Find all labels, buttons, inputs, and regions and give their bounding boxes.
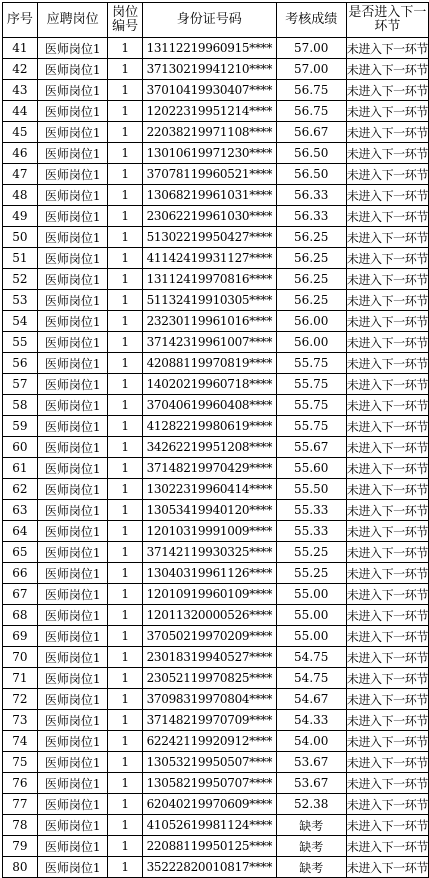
status-cell: 未进入下一环节 [346, 710, 428, 731]
post-cell: 医师岗位1 [37, 521, 108, 542]
post-cell: 医师岗位1 [37, 311, 108, 332]
seq-cell: 46 [3, 143, 38, 164]
post-cell: 医师岗位1 [37, 815, 108, 836]
post-code-cell: 1 [108, 500, 143, 521]
id-number-cell: 13068219961031**** [142, 185, 276, 206]
post-code-cell: 1 [108, 542, 143, 563]
id-number-cell: 12010919960109**** [142, 584, 276, 605]
id-number-cell: 23230119961016**** [142, 311, 276, 332]
post-cell: 医师岗位1 [37, 773, 108, 794]
id-number-cell: 22088119950125**** [142, 836, 276, 857]
score-cell: 56.00 [276, 311, 346, 332]
score-cell: 54.33 [276, 710, 346, 731]
id-number-cell: 23062219961030**** [142, 206, 276, 227]
seq-cell: 70 [3, 647, 38, 668]
table-row [3, 668, 429, 689]
table-row [3, 437, 429, 458]
seq-cell: 66 [3, 563, 38, 584]
score-cell: 55.00 [276, 605, 346, 626]
status-cell: 未进入下一环节 [346, 311, 428, 332]
post-code-cell: 1 [108, 563, 143, 584]
status-cell: 未进入下一环节 [346, 59, 428, 80]
header-score: 考核成绩 [276, 3, 346, 38]
table-row [3, 269, 429, 290]
score-cell: 56.67 [276, 122, 346, 143]
results-table [2, 2, 429, 878]
post-cell: 医师岗位1 [37, 80, 108, 101]
table-row [3, 563, 429, 584]
post-cell: 医师岗位1 [37, 794, 108, 815]
post-code-cell: 1 [108, 227, 143, 248]
seq-cell: 53 [3, 290, 38, 311]
seq-cell: 64 [3, 521, 38, 542]
seq-cell: 59 [3, 416, 38, 437]
post-code-cell: 1 [108, 38, 143, 59]
status-cell: 未进入下一环节 [346, 80, 428, 101]
table-row [3, 206, 429, 227]
status-cell: 未进入下一环节 [346, 626, 428, 647]
header-id-number: 身份证号码 [142, 3, 276, 38]
status-cell: 未进入下一环节 [346, 143, 428, 164]
seq-cell: 76 [3, 773, 38, 794]
post-code-cell: 1 [108, 185, 143, 206]
seq-cell: 57 [3, 374, 38, 395]
seq-cell: 65 [3, 542, 38, 563]
score-cell: 57.00 [276, 38, 346, 59]
post-code-cell: 1 [108, 857, 143, 878]
header-post-code: 岗位编号 [108, 3, 143, 38]
table-row [3, 185, 429, 206]
seq-cell: 42 [3, 59, 38, 80]
id-number-cell: 13040319961126**** [142, 563, 276, 584]
table-row [3, 647, 429, 668]
post-cell: 医师岗位1 [37, 353, 108, 374]
post-cell: 医师岗位1 [37, 479, 108, 500]
id-number-cell: 62242119920912**** [142, 731, 276, 752]
post-cell: 医师岗位1 [37, 689, 108, 710]
post-code-cell: 1 [108, 521, 143, 542]
table-row [3, 626, 429, 647]
score-cell: 55.50 [276, 479, 346, 500]
post-cell: 医师岗位1 [37, 185, 108, 206]
post-code-cell: 1 [108, 731, 143, 752]
seq-cell: 67 [3, 584, 38, 605]
table-row [3, 773, 429, 794]
post-code-cell: 1 [108, 416, 143, 437]
seq-cell: 79 [3, 836, 38, 857]
id-number-cell: 35222820010817**** [142, 857, 276, 878]
id-number-cell: 42088119970819**** [142, 353, 276, 374]
post-code-cell: 1 [108, 248, 143, 269]
table-row [3, 794, 429, 815]
post-cell: 医师岗位1 [37, 122, 108, 143]
table-row [3, 479, 429, 500]
seq-cell: 61 [3, 458, 38, 479]
seq-cell: 51 [3, 248, 38, 269]
status-cell: 未进入下一环节 [346, 437, 428, 458]
post-code-cell: 1 [108, 437, 143, 458]
status-cell: 未进入下一环节 [346, 647, 428, 668]
status-cell: 未进入下一环节 [346, 542, 428, 563]
table-row [3, 80, 429, 101]
post-cell: 医师岗位1 [37, 290, 108, 311]
table-row [3, 395, 429, 416]
seq-cell: 74 [3, 731, 38, 752]
id-number-cell: 62040219970609**** [142, 794, 276, 815]
table-row [3, 542, 429, 563]
id-number-cell: 37040619960408**** [142, 395, 276, 416]
seq-cell: 52 [3, 269, 38, 290]
post-code-cell: 1 [108, 626, 143, 647]
table-row [3, 815, 429, 836]
id-number-cell: 37010419930407**** [142, 80, 276, 101]
header-post: 应聘岗位 [37, 3, 108, 38]
id-number-cell: 13112219960915**** [142, 38, 276, 59]
score-cell: 55.75 [276, 353, 346, 374]
post-cell: 医师岗位1 [37, 332, 108, 353]
seq-cell: 72 [3, 689, 38, 710]
status-cell: 未进入下一环节 [346, 794, 428, 815]
status-cell: 未进入下一环节 [346, 668, 428, 689]
id-number-cell: 13112419970816**** [142, 269, 276, 290]
status-cell: 未进入下一环节 [346, 164, 428, 185]
id-number-cell: 13022319960414**** [142, 479, 276, 500]
post-code-cell: 1 [108, 290, 143, 311]
id-number-cell: 23052119970825**** [142, 668, 276, 689]
post-code-cell: 1 [108, 269, 143, 290]
score-cell: 55.33 [276, 521, 346, 542]
post-cell: 医师岗位1 [37, 563, 108, 584]
score-cell: 55.67 [276, 437, 346, 458]
seq-cell: 71 [3, 668, 38, 689]
post-cell: 医师岗位1 [37, 374, 108, 395]
seq-cell: 69 [3, 626, 38, 647]
post-cell: 医师岗位1 [37, 59, 108, 80]
post-code-cell: 1 [108, 311, 143, 332]
post-cell: 医师岗位1 [37, 626, 108, 647]
post-code-cell: 1 [108, 836, 143, 857]
table-row [3, 311, 429, 332]
status-cell: 未进入下一环节 [346, 185, 428, 206]
table-row [3, 143, 429, 164]
post-code-cell: 1 [108, 143, 143, 164]
post-code-cell: 1 [108, 164, 143, 185]
seq-cell: 45 [3, 122, 38, 143]
score-cell: 55.00 [276, 584, 346, 605]
status-cell: 未进入下一环节 [346, 269, 428, 290]
table-row [3, 458, 429, 479]
table-row [3, 374, 429, 395]
seq-cell: 73 [3, 710, 38, 731]
post-code-cell: 1 [108, 584, 143, 605]
score-cell: 56.25 [276, 227, 346, 248]
id-number-cell: 41142419931127**** [142, 248, 276, 269]
seq-cell: 55 [3, 332, 38, 353]
id-number-cell: 13053419940120**** [142, 500, 276, 521]
post-cell: 医师岗位1 [37, 647, 108, 668]
status-cell: 未进入下一环节 [346, 563, 428, 584]
id-number-cell: 22038219971108**** [142, 122, 276, 143]
status-cell: 未进入下一环节 [346, 206, 428, 227]
score-cell: 55.60 [276, 458, 346, 479]
score-cell: 55.75 [276, 416, 346, 437]
id-number-cell: 37098319970804**** [142, 689, 276, 710]
status-cell: 未进入下一环节 [346, 731, 428, 752]
id-number-cell: 12011320000526**** [142, 605, 276, 626]
id-number-cell: 37148219970709**** [142, 710, 276, 731]
seq-cell: 54 [3, 311, 38, 332]
post-code-cell: 1 [108, 689, 143, 710]
status-cell: 未进入下一环节 [346, 857, 428, 878]
score-cell: 53.67 [276, 773, 346, 794]
score-cell: 52.38 [276, 794, 346, 815]
score-cell: 56.75 [276, 101, 346, 122]
post-cell: 医师岗位1 [37, 227, 108, 248]
table-header [3, 3, 429, 38]
id-number-cell: 51302219950427**** [142, 227, 276, 248]
status-cell: 未进入下一环节 [346, 605, 428, 626]
post-cell: 医师岗位1 [37, 101, 108, 122]
post-cell: 医师岗位1 [37, 416, 108, 437]
seq-cell: 78 [3, 815, 38, 836]
post-code-cell: 1 [108, 794, 143, 815]
post-cell: 医师岗位1 [37, 605, 108, 626]
score-cell: 56.50 [276, 164, 346, 185]
id-number-cell: 12010319991009**** [142, 521, 276, 542]
post-code-cell: 1 [108, 101, 143, 122]
id-number-cell: 51132419910305**** [142, 290, 276, 311]
table-row [3, 248, 429, 269]
table-row [3, 857, 429, 878]
post-code-cell: 1 [108, 374, 143, 395]
post-cell: 医师岗位1 [37, 395, 108, 416]
post-code-cell: 1 [108, 458, 143, 479]
post-cell: 医师岗位1 [37, 143, 108, 164]
table-row [3, 59, 429, 80]
post-code-cell: 1 [108, 332, 143, 353]
post-code-cell: 1 [108, 668, 143, 689]
post-code-cell: 1 [108, 122, 143, 143]
post-code-cell: 1 [108, 206, 143, 227]
post-cell: 医师岗位1 [37, 752, 108, 773]
header-seq: 序号 [3, 3, 38, 38]
seq-cell: 68 [3, 605, 38, 626]
score-cell: 缺考 [276, 815, 346, 836]
post-cell: 医师岗位1 [37, 731, 108, 752]
status-cell: 未进入下一环节 [346, 752, 428, 773]
status-cell: 未进入下一环节 [346, 836, 428, 857]
post-cell: 医师岗位1 [37, 437, 108, 458]
seq-cell: 77 [3, 794, 38, 815]
id-number-cell: 14020219960718**** [142, 374, 276, 395]
seq-cell: 47 [3, 164, 38, 185]
post-cell: 医师岗位1 [37, 542, 108, 563]
table-row [3, 710, 429, 731]
post-cell: 医师岗位1 [37, 710, 108, 731]
seq-cell: 56 [3, 353, 38, 374]
score-cell: 56.50 [276, 143, 346, 164]
seq-cell: 50 [3, 227, 38, 248]
table-row [3, 227, 429, 248]
post-code-cell: 1 [108, 647, 143, 668]
status-cell: 未进入下一环节 [346, 122, 428, 143]
score-cell: 54.67 [276, 689, 346, 710]
post-cell: 医师岗位1 [37, 836, 108, 857]
id-number-cell: 23018319940527**** [142, 647, 276, 668]
status-cell: 未进入下一环节 [346, 290, 428, 311]
score-cell: 54.00 [276, 731, 346, 752]
table-row [3, 731, 429, 752]
status-cell: 未进入下一环节 [346, 773, 428, 794]
post-code-cell: 1 [108, 773, 143, 794]
table-row [3, 101, 429, 122]
table-row [3, 521, 429, 542]
post-code-cell: 1 [108, 353, 143, 374]
score-cell: 56.33 [276, 185, 346, 206]
table-row [3, 353, 429, 374]
post-cell: 医师岗位1 [37, 248, 108, 269]
header-status: 是否进入下一环节 [346, 3, 428, 38]
status-cell: 未进入下一环节 [346, 101, 428, 122]
score-cell: 56.00 [276, 332, 346, 353]
status-cell: 未进入下一环节 [346, 332, 428, 353]
post-code-cell: 1 [108, 605, 143, 626]
id-number-cell: 34262219951208**** [142, 437, 276, 458]
score-cell: 55.25 [276, 563, 346, 584]
score-cell: 54.75 [276, 668, 346, 689]
seq-cell: 80 [3, 857, 38, 878]
id-number-cell: 13010619971230**** [142, 143, 276, 164]
seq-cell: 43 [3, 80, 38, 101]
id-number-cell: 37078119960521**** [142, 164, 276, 185]
post-cell: 医师岗位1 [37, 857, 108, 878]
post-code-cell: 1 [108, 395, 143, 416]
seq-cell: 75 [3, 752, 38, 773]
status-cell: 未进入下一环节 [346, 395, 428, 416]
table-row [3, 122, 429, 143]
id-number-cell: 37142319961007**** [142, 332, 276, 353]
post-cell: 医师岗位1 [37, 269, 108, 290]
seq-cell: 63 [3, 500, 38, 521]
status-cell: 未进入下一环节 [346, 521, 428, 542]
score-cell: 55.00 [276, 626, 346, 647]
status-cell: 未进入下一环节 [346, 353, 428, 374]
id-number-cell: 37050219970209**** [142, 626, 276, 647]
score-cell: 57.00 [276, 59, 346, 80]
seq-cell: 49 [3, 206, 38, 227]
seq-cell: 58 [3, 395, 38, 416]
table-row [3, 584, 429, 605]
post-code-cell: 1 [108, 815, 143, 836]
table-row [3, 500, 429, 521]
seq-cell: 60 [3, 437, 38, 458]
status-cell: 未进入下一环节 [346, 815, 428, 836]
id-number-cell: 41282219980619**** [142, 416, 276, 437]
seq-cell: 41 [3, 38, 38, 59]
status-cell: 未进入下一环节 [346, 38, 428, 59]
status-cell: 未进入下一环节 [346, 458, 428, 479]
post-cell: 医师岗位1 [37, 584, 108, 605]
score-cell: 缺考 [276, 836, 346, 857]
seq-cell: 62 [3, 479, 38, 500]
table-row [3, 332, 429, 353]
id-number-cell: 41052619981124**** [142, 815, 276, 836]
post-cell: 医师岗位1 [37, 458, 108, 479]
table-row [3, 290, 429, 311]
post-code-cell: 1 [108, 752, 143, 773]
score-cell: 缺考 [276, 857, 346, 878]
score-cell: 55.75 [276, 395, 346, 416]
seq-cell: 48 [3, 185, 38, 206]
status-cell: 未进入下一环节 [346, 584, 428, 605]
post-code-cell: 1 [108, 710, 143, 731]
table-row [3, 38, 429, 59]
id-number-cell: 13058219950707**** [142, 773, 276, 794]
id-number-cell: 13053219950507**** [142, 752, 276, 773]
status-cell: 未进入下一环节 [346, 689, 428, 710]
id-number-cell: 37148219970429**** [142, 458, 276, 479]
post-cell: 医师岗位1 [37, 38, 108, 59]
score-cell: 55.75 [276, 374, 346, 395]
table-row [3, 605, 429, 626]
status-cell: 未进入下一环节 [346, 227, 428, 248]
score-cell: 56.33 [276, 206, 346, 227]
status-cell: 未进入下一环节 [346, 248, 428, 269]
post-cell: 医师岗位1 [37, 500, 108, 521]
score-cell: 54.75 [276, 647, 346, 668]
id-number-cell: 37142119930325**** [142, 542, 276, 563]
id-number-cell: 37130219941210**** [142, 59, 276, 80]
status-cell: 未进入下一环节 [346, 416, 428, 437]
status-cell: 未进入下一环节 [346, 374, 428, 395]
score-cell: 53.67 [276, 752, 346, 773]
score-cell: 56.25 [276, 248, 346, 269]
post-code-cell: 1 [108, 80, 143, 101]
status-cell: 未进入下一环节 [346, 479, 428, 500]
table-row [3, 164, 429, 185]
id-number-cell: 12022319951214**** [142, 101, 276, 122]
post-code-cell: 1 [108, 479, 143, 500]
score-cell: 55.33 [276, 500, 346, 521]
post-cell: 医师岗位1 [37, 668, 108, 689]
post-code-cell: 1 [108, 59, 143, 80]
post-cell: 医师岗位1 [37, 206, 108, 227]
score-cell: 56.25 [276, 290, 346, 311]
post-cell: 医师岗位1 [37, 164, 108, 185]
table-row [3, 752, 429, 773]
seq-cell: 44 [3, 101, 38, 122]
score-cell: 56.75 [276, 80, 346, 101]
score-cell: 56.25 [276, 269, 346, 290]
status-cell: 未进入下一环节 [346, 500, 428, 521]
header-row [3, 3, 429, 38]
table-row [3, 416, 429, 437]
table-row [3, 836, 429, 857]
score-cell: 55.25 [276, 542, 346, 563]
table-row [3, 689, 429, 710]
table-body [3, 38, 429, 878]
